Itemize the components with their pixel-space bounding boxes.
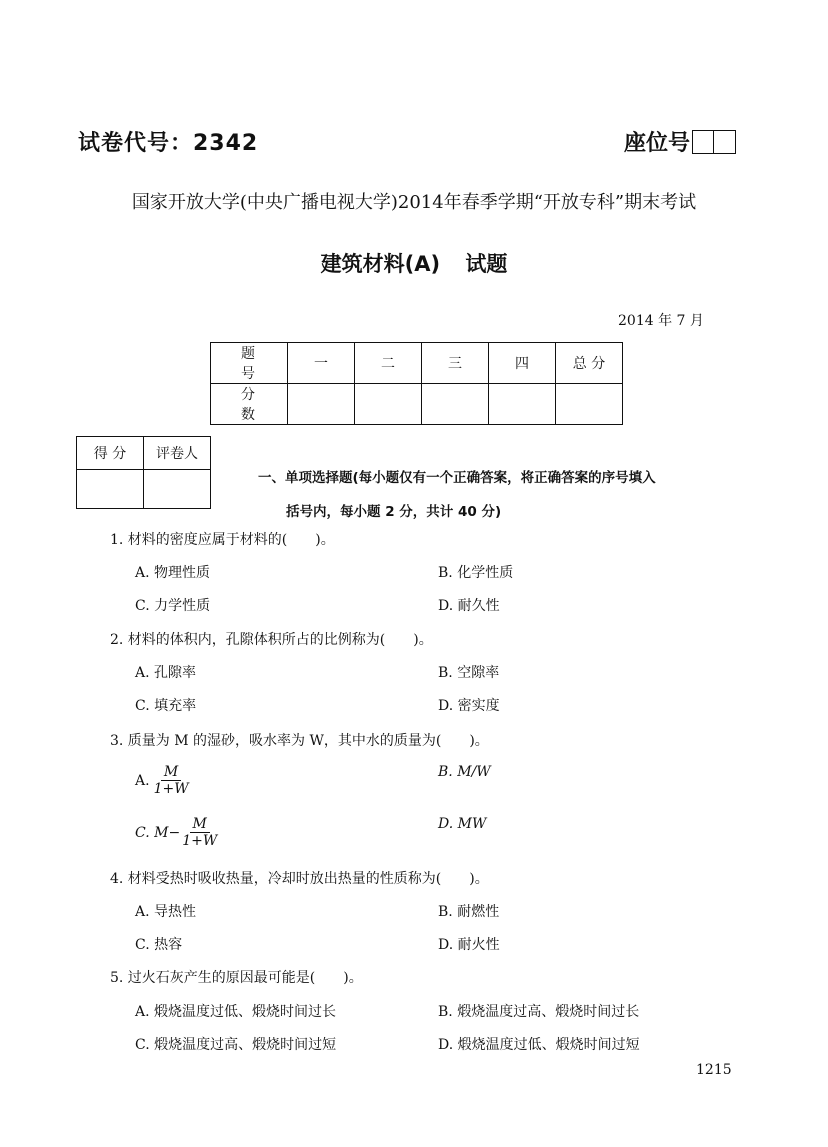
grader-score-empty[interactable] <box>77 470 144 509</box>
option-b: B. M/W <box>438 764 491 780</box>
option: A. 物理性质 <box>135 565 211 581</box>
option: C. 热容 <box>135 937 183 953</box>
subject-title: 建筑材料(A) 试题 <box>320 252 508 276</box>
option-d: D. MW <box>438 816 487 832</box>
score-table-cell: 二 <box>355 343 422 384</box>
grader-table <box>76 436 211 509</box>
fraction-numerator: M <box>161 764 181 781</box>
fraction <box>182 816 217 849</box>
seat-number-label: 座位号 <box>624 131 691 156</box>
section-heading <box>258 461 758 529</box>
option: D. 煅烧温度过低、煅烧时间过短 <box>438 1037 640 1053</box>
seat-number-box <box>714 130 736 154</box>
score-table-cell: 分 数 <box>211 384 288 425</box>
score-table <box>210 342 623 425</box>
option: A. 孔隙率 <box>135 665 197 681</box>
option: C. 力学性质 <box>135 598 211 614</box>
option: A. 煅烧温度过低、煅烧时间过长 <box>135 1004 337 1020</box>
score-table-header-row <box>211 343 623 384</box>
fraction-denominator: 1+W <box>153 781 189 797</box>
option: B. 耐燃性 <box>438 904 500 920</box>
score-table-cell: 题 号 <box>211 343 288 384</box>
question-stem: 2. 材料的体积内，孔隙体积所占的比例称为( )。 <box>110 632 433 648</box>
score-cell-empty[interactable] <box>288 384 355 425</box>
option: B. 空隙率 <box>438 665 500 681</box>
option: D. 耐火性 <box>438 937 500 953</box>
option-a <box>135 764 189 797</box>
score-table-cell: 三 <box>422 343 489 384</box>
seat-number <box>624 126 736 157</box>
score-table-cell: 四 <box>489 343 556 384</box>
score-cell-empty[interactable] <box>489 384 556 425</box>
option: B. 煅烧温度过高、煅烧时间过长 <box>438 1004 640 1020</box>
score-cell-empty[interactable] <box>556 384 623 425</box>
grader-name-empty[interactable] <box>144 470 211 509</box>
score-table-cell: 一 <box>288 343 355 384</box>
option-c <box>135 816 217 849</box>
option: C. 煅烧温度过高、煅烧时间过短 <box>135 1037 337 1053</box>
grader-name-label: 评卷人 <box>144 437 211 470</box>
score-cell-empty[interactable] <box>422 384 489 425</box>
score-table-score-row <box>211 384 623 425</box>
option: D. 耐久性 <box>438 598 500 614</box>
fraction <box>154 764 189 797</box>
score-table-cell: 总 分 <box>556 343 623 384</box>
option: B. 化学性质 <box>438 565 514 581</box>
option: D. 密实度 <box>438 698 500 714</box>
question-stem: 5. 过火石灰产生的原因最可能是( )。 <box>110 970 363 986</box>
option-a-prefix: A. <box>135 772 150 789</box>
option-c-prefix: C. M− <box>135 824 181 841</box>
fraction-denominator: 1+W <box>182 833 218 849</box>
option: C. 填充率 <box>135 698 197 714</box>
exam-code: 试卷代号：2342 <box>78 131 259 156</box>
question-stem: 4. 材料受热时吸收热量，冷却时放出热量的性质称为( )。 <box>110 871 489 887</box>
question-stem: 1. 材料的密度应属于材料的( )。 <box>110 532 335 548</box>
section-heading-line2: 括号内，每小题 2 分，共计 40 分) <box>286 504 502 520</box>
exam-date: 2014 年 7 月 <box>618 313 704 329</box>
fraction-numerator: M <box>190 816 210 833</box>
question-stem: 3. 质量为 M 的湿砂，吸水率为 W，其中水的质量为( )。 <box>110 733 489 749</box>
seat-number-boxes <box>692 130 736 154</box>
section-heading-line1: 一、单项选择题(每小题仅有一个正确答案，将正确答案的序号填入 <box>258 470 656 486</box>
exam-title: 国家开放大学(中央广播电视大学)2014年春季学期“开放专科”期末考试 <box>131 192 697 213</box>
grader-score-label: 得 分 <box>77 437 144 470</box>
seat-number-box <box>692 130 714 154</box>
score-cell-empty[interactable] <box>355 384 422 425</box>
page-number: 1215 <box>696 1062 732 1078</box>
option: A. 导热性 <box>135 904 197 920</box>
